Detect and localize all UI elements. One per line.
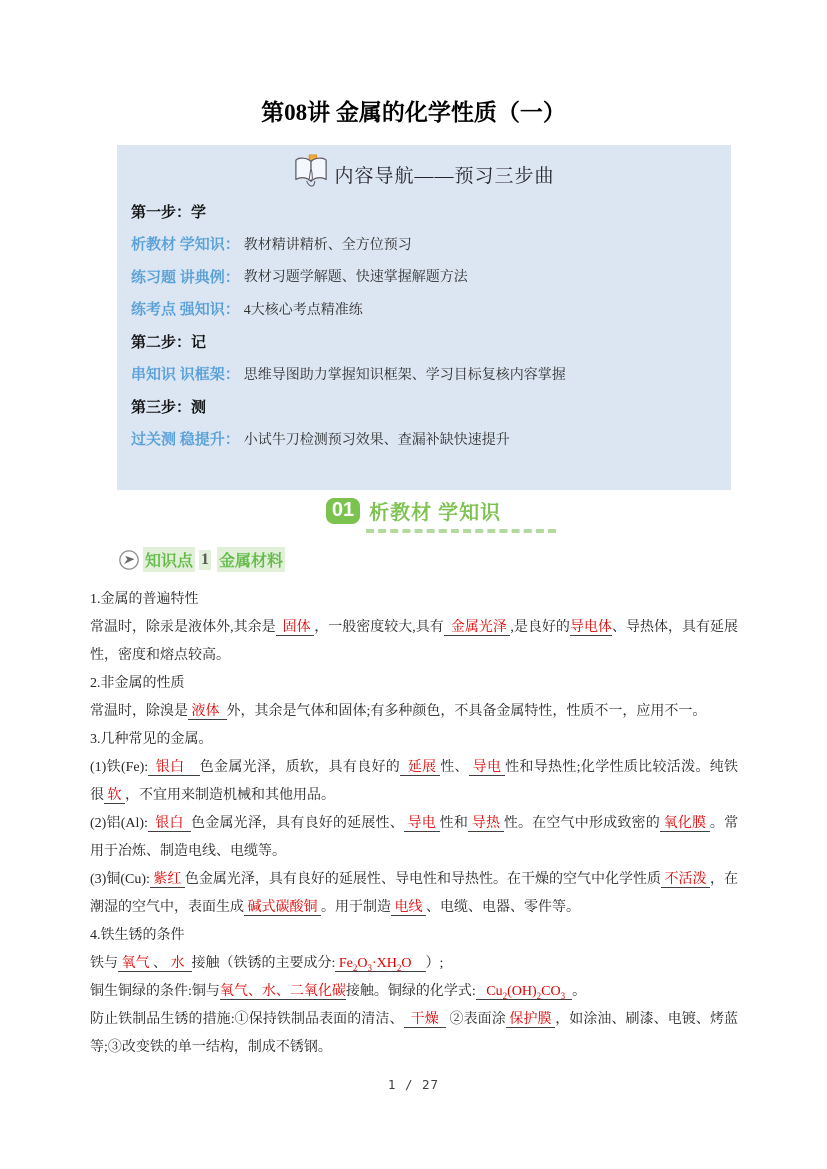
text-run: 接触（铁锈的主要成分: (191, 956, 336, 971)
step-item (131, 423, 731, 456)
section-badge (326, 496, 501, 525)
answer-blank: 氧化膜 (659, 816, 710, 831)
paragraph (90, 754, 738, 810)
answer-blank: $Fe_2O_3\cdot XH_2O$ (335, 956, 426, 973)
text-run: ,是良好的 (510, 620, 570, 635)
answer-blank: 银白 (147, 816, 192, 831)
kp-prefix: 知识点 (143, 547, 195, 572)
text-run: ，在潮湿的空气中，表面生成 (90, 872, 739, 915)
step-item-label: 过关测 稳提升： (131, 432, 240, 449)
badge-number: 01 (326, 498, 360, 524)
send-arrow-icon (118, 549, 140, 571)
answer-blank: 延展 (400, 760, 441, 775)
nav-box-title: 内容导航——预习三步曲 (334, 165, 555, 187)
text-run: 性。在空气中形成致密的 (503, 816, 660, 831)
paragraph (90, 950, 738, 978)
knowledge-point-heading (118, 547, 285, 572)
answer-blank: 保护膜 (505, 1012, 556, 1027)
open-book-icon (293, 154, 329, 194)
step-item-text: 思维导图助力掌握知识框架、学习目标复核内容掌握 (243, 367, 566, 383)
text-run: 、电缆、电器、零件等。 (426, 900, 580, 915)
step-item (131, 260, 731, 293)
step-item (131, 293, 731, 326)
step-item-text: 4大核心考点精准练 (243, 302, 363, 318)
text-run: 防止铁制品生锈的措施:①保持铁制品表面的清洁、 (90, 1012, 404, 1027)
text-run: ，一般密度较大,具有 (314, 620, 444, 635)
text-run: 色金属光泽，具有良好的延展性、 (191, 816, 404, 831)
badge-title: 析教材 学知识 (369, 502, 502, 524)
step-heading: 第一步：学 (131, 204, 207, 221)
nav-steps (117, 195, 731, 455)
text-run: 1.金属的普遍特性 (90, 592, 199, 607)
paragraph (90, 698, 738, 726)
text-run: (2)铝(Al): (90, 816, 148, 831)
answer-blank: 干燥 (403, 1012, 446, 1027)
text-run: 接触。铜绿的化学式: (345, 984, 476, 999)
text-run: 铁与 (90, 956, 118, 971)
answer-blank: 导电 (468, 760, 506, 775)
text-run: 色金属光泽，具有良好的延展性、导电性和导热性。在干燥的空气中化学性质 (184, 872, 661, 887)
paragraph (90, 614, 738, 670)
paragraph (90, 670, 738, 698)
text-run: 性和 (439, 816, 469, 831)
answer-blank: 碱式碳酸铜 (244, 900, 321, 915)
step-item-text: 小试牛刀检测预习效果、查漏补缺快速提升 (243, 432, 510, 448)
kp-number: 1 (201, 550, 210, 568)
text-run: ，如涂油、刷漆、电镀、烤蓝等;③改变铁的单一结构，制成不锈钢。 (90, 1012, 739, 1055)
answer-blank: 固体 (275, 620, 315, 635)
page-title: 第08讲 金属的化学性质（一） (261, 100, 566, 125)
text-run: 。用于制造 (321, 900, 391, 915)
section-badge-row (0, 496, 827, 525)
text-run: ，不宜用来制造机械和其他用品。 (125, 788, 335, 803)
answer-blank: 液体 (188, 704, 227, 719)
answer-blank: 电线 (391, 900, 426, 915)
answer-blank: $Cu_2(OH)_2CO_3$ (476, 984, 572, 1000)
text-run: 、 (153, 956, 167, 971)
step-heading: 第三步：测 (131, 399, 207, 416)
step-item-label: 串知识 识框架： (131, 367, 240, 384)
paragraph (90, 922, 738, 950)
answer-blank: 水 (167, 956, 192, 971)
answer-blank: 导热 (468, 816, 504, 831)
text-run: 性和导热性;化学性质比较活泼。纯铁很 (90, 760, 739, 803)
step-item-label: 练习题 讲典例： (131, 269, 240, 286)
content-navigation-box (117, 145, 731, 490)
text-run: 色金属光泽，质软，具有良好的 (199, 760, 401, 775)
text-run: 性、 (440, 760, 469, 775)
answer-blank: 银白 (148, 760, 200, 775)
text-run: (1)铁(Fe): (90, 760, 149, 775)
text-run: 3.几种常见的金属。 (90, 732, 213, 747)
answer-blank: 金属光泽 (443, 620, 511, 635)
paragraph (90, 726, 738, 754)
answer-blank: 紫红 (149, 872, 185, 887)
text-run: 。 (572, 984, 587, 999)
text-run: (3)铜(Cu): (90, 872, 150, 887)
page-footer (0, 1077, 827, 1092)
answer-blank: 氧气 (118, 956, 153, 971)
answer-blank: 导电体 (569, 620, 612, 635)
content-area (90, 586, 738, 1062)
step-item-label: 练考点 强知识： (131, 302, 240, 319)
answer-blank: 软 (104, 788, 125, 803)
step-item-label: 析教材 学知识： (131, 237, 240, 254)
text-run: 常温时，除汞是液体外,其余是 (90, 620, 276, 635)
step-item-text: 教材精讲精析、全方位预习 (243, 237, 412, 253)
text-run: 常温时，除溴是 (90, 704, 188, 719)
step-item (131, 228, 731, 261)
paragraph (90, 810, 738, 866)
kp-title: 金属材料 (217, 547, 285, 572)
page-number: 1 / 27 (387, 1077, 440, 1092)
answer-blank: 导电 (403, 816, 440, 831)
answer-blank: 不活泼 (661, 872, 711, 887)
paragraph (90, 586, 738, 614)
text-run: 外，其余是气体和固体;有多种颜色，不具备金属特性，性质不一，应用不一。 (226, 704, 707, 719)
text-run: ）; (425, 956, 444, 971)
dashed-underline (366, 529, 556, 533)
paragraph (90, 978, 738, 1006)
text-run: 、导热体，具有延展性，密度和熔点较高。 (90, 620, 739, 663)
text-run: ②表面涂 (445, 1012, 506, 1027)
text-run: 。常用于冶炼、制造电线、电缆等。 (90, 816, 739, 859)
nav-box-header (117, 153, 731, 195)
text-run: 2.非金属的性质 (90, 676, 185, 691)
step-heading: 第二步：记 (131, 334, 207, 351)
step-item-text: 教材习题学解题、快速掌握解题方法 (243, 270, 468, 286)
text-run: 4.铁生锈的条件 (90, 928, 185, 943)
answer-blank: 氧气、水、二氧化碳 (219, 984, 346, 999)
step-item (131, 358, 731, 391)
paragraph (90, 866, 738, 922)
paragraph (90, 1006, 738, 1062)
text-run: 铜生铜绿的条件:铜与 (90, 984, 220, 999)
